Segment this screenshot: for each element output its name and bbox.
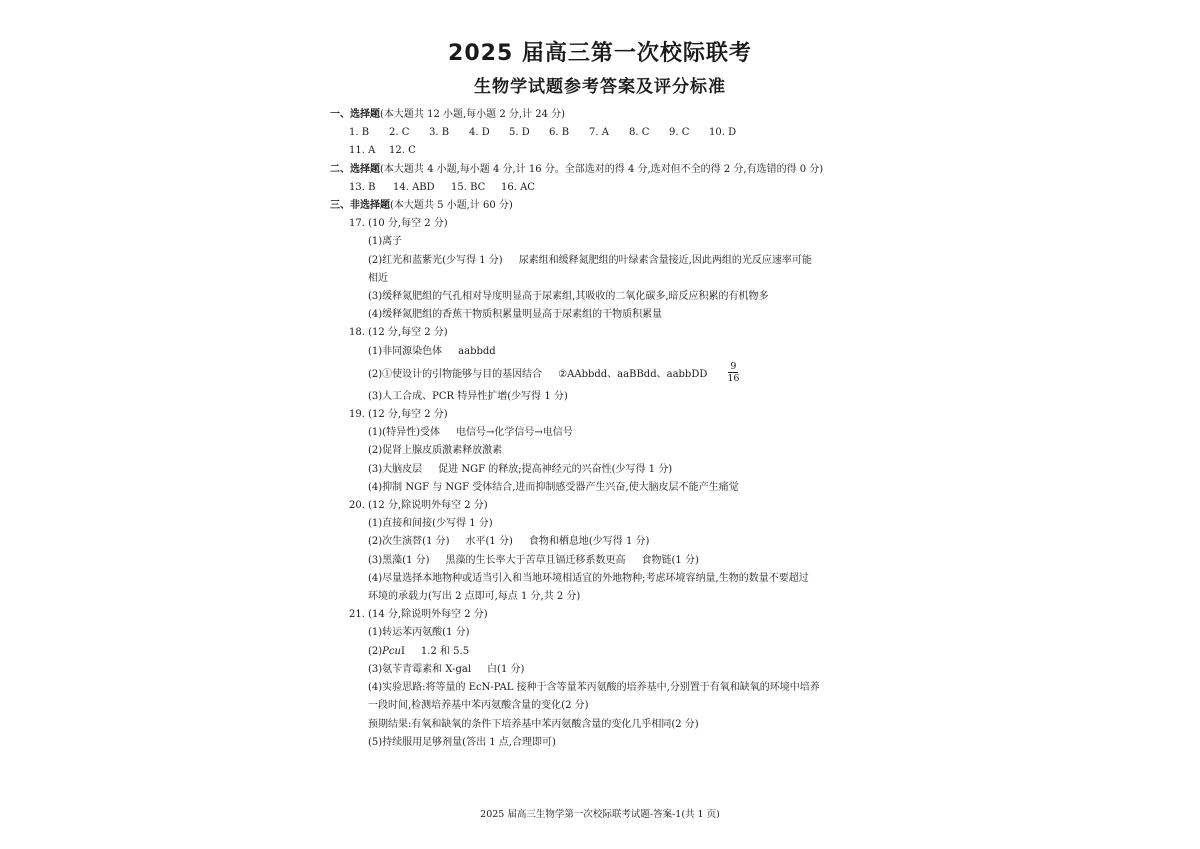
q19-answer-4: (4)抑制 NGF 与 NGF 受体结合,进而抑制感受器产生兴奋,使大脑皮层不能产生痛觉 [368, 481, 739, 493]
q18-answer-1-part-1: (1)非同源染色体 [368, 345, 443, 357]
answer-item: 5. D [509, 127, 530, 139]
answer-item: 7. A [589, 127, 609, 139]
q18-answer-1 [330, 343, 890, 361]
q20-answer-3-part-2: 黑藻的生长率大于苦草且镉迁移系数更高 [445, 554, 626, 566]
q20-answer-3-part-1: (3)黑藻(1 分) [368, 554, 430, 566]
answer-item: 12. C [389, 145, 416, 157]
q20-heading: 20. (12 分,除说明外每空 2 分) [349, 500, 488, 512]
q19-answer-1-part-1: (1)(特异性)受体 [368, 427, 440, 439]
q21-answer-4-continued: 一段时间,检测培养基中苯丙氨酸含量的变化(2 分) [368, 700, 589, 712]
q18-answer-1-part-2: aabbdd [458, 345, 496, 357]
section-1-heading-label: 一、选择题 [330, 109, 380, 120]
q19-answer-3-part-2: 促进 NGF 的释放;提高神经元的兴奋性(少写得 1 分) [438, 463, 673, 475]
answer-item: 15. BC [451, 181, 486, 193]
q21-answer-5: (5)持续服用足够剂量(答出 1 点,合理即可) [368, 736, 556, 748]
section-1-heading-desc: (本大题共 12 小题,每小题 2 分,计 24 分) [380, 109, 566, 120]
q19-heading: 19. (12 分,每空 2 分) [349, 409, 448, 421]
q21-answer-3 [330, 661, 890, 679]
q21-answer-1: (1)转运苯丙氨酸(1 分) [368, 627, 470, 639]
q20-answer-4: (4)尽量选择本地物种或适当引入和当地环境相适宜的外地物种;考虑环境容纳量,生物的数量不要超过 [368, 572, 809, 584]
q21-heading: 21. (14 分,除说明外每空 2 分) [349, 609, 488, 621]
q21-answer-2-prefix: (2) [368, 645, 383, 657]
q19-answer-3-part-1: (3)大脑皮层 [368, 463, 423, 475]
q20-answer-4-continued: 环境的承载力(写出 2 点即可,每点 1 分,共 2 分) [368, 591, 581, 603]
answer-item: 14. ABD [393, 181, 435, 193]
answer-item: 6. B [549, 127, 570, 139]
fraction-numerator: 9 [730, 360, 737, 372]
q18-answer-2-fraction [727, 361, 739, 384]
answer-item: 11. A [349, 145, 376, 157]
q21-answer-2-gene-name: Pcu [382, 645, 401, 657]
section-2-heading-label: 二、选择题 [330, 163, 380, 175]
q20-answer-1: (1)直接和间接(少写得 1 分) [368, 518, 493, 530]
q21-answer-3-part-1: (3)氨苄青霉素和 X-gal [368, 663, 472, 675]
answer-item: 1. B [349, 127, 370, 139]
q18-answer-2 [330, 361, 890, 388]
answer-item: 16. AC [501, 181, 535, 193]
section-2-heading-desc: (本大题共 4 小题,每小题 4 分,计 16 分。全部选对的得 4 分,选对但不全的得 2 分,有选错的得 0 分) [380, 163, 824, 175]
q20-answer-2-part-2: 水平(1 分) [465, 536, 513, 548]
answer-item: 3. B [429, 127, 450, 139]
q17-answer-3: (3)缓释氮肥组的气孔相对导度明显高于尿素组,其吸收的二氧化碳多,暗反应积累的有机物多 [368, 291, 769, 303]
section-3-heading [330, 197, 890, 215]
q21-answer-3-part-2: 白(1 分) [487, 663, 525, 675]
q18-answer-3: (3)人工合成、PCR 特异性扩增(少写得 1 分) [368, 390, 568, 402]
section-1-answers-row-2 [330, 142, 890, 160]
page-footer: 2025 届高三生物学第一次校际联考试题-答案-1(共 1 页) [480, 809, 720, 820]
q17-answer-2-part-1: (2)红光和蓝紫光(少写得 1 分) [368, 254, 503, 266]
q20-answer-3-part-3: 食物链(1 分) [641, 554, 699, 566]
answer-item: 4. D [469, 127, 490, 139]
q20-answer-2-part-1: (2)次生演替(1 分) [368, 536, 450, 548]
section-1-answers-row-1 [330, 124, 890, 142]
section-2-heading [330, 161, 890, 179]
q17-answer-4: (4)缓释氮肥组的香蕉干物质积累量明显高于尿素组的干物质积累量 [368, 309, 663, 321]
q20-answer-3 [330, 552, 890, 570]
q18-answer-2-part-1: (2)①使设计的引物能够与目的基因结合 [368, 368, 543, 380]
fraction-denominator: 16 [727, 372, 740, 384]
page-subtitle: 生物学试题参考答案及评分标准 [474, 77, 726, 97]
q17-answer-2-part-2: 尿素组和缓释氮肥组的叶绿素含量接近,因此两组的光反应速率可能 [518, 254, 812, 266]
section-1-heading [330, 106, 890, 124]
q19-answer-3 [330, 461, 890, 479]
q21-answer-2 [330, 643, 890, 661]
section-2-answers-row-1 [330, 179, 890, 197]
q18-heading: 18. (12 分,每空 2 分) [349, 327, 448, 339]
answer-item: 8. C [629, 127, 650, 139]
q21-answer-2-part-2: 1.2 和 5.5 [420, 645, 470, 657]
page-title: 2025 届高三第一次校际联考 [448, 41, 752, 66]
q17-heading: 17. (10 分,每空 2 分) [349, 218, 448, 230]
answer-body [330, 106, 890, 752]
answer-item: 9. C [669, 127, 690, 139]
q18-answer-2-part-2: ②AAbbdd、aaBBdd、aabbDD [558, 368, 708, 380]
q17-answer-2 [330, 252, 890, 270]
answer-item: 10. D [709, 127, 737, 139]
q21-answer-4: (4)实验思路:将等量的 EcN-PAL 接种于含等量苯丙氨酸的培养基中,分别置于有氧和缺氧的环境中培养 [368, 682, 820, 694]
q19-answer-2: (2)促肾上腺皮质激素释放激素 [368, 445, 503, 457]
q19-answer-1 [330, 424, 890, 442]
q21-answer-2-suffix: Ⅰ [400, 645, 405, 657]
q17-answer-2-continued: 相近 [368, 272, 388, 284]
section-3-heading-desc: (本大题共 5 小题,计 60 分) [390, 200, 513, 212]
q19-answer-1-part-2: 电信号→化学信号→电信号 [455, 427, 573, 439]
answer-item: 13. B [349, 181, 376, 193]
q21-answer-4-result: 预期结果:有氧和缺氧的条件下培养基中苯丙氨酸含量的变化几乎相同(2 分) [368, 718, 699, 730]
q20-answer-2 [330, 533, 890, 551]
q17-answer-1: (1)离子 [368, 236, 403, 248]
q20-answer-2-part-3: 食物和栖息地(少写得 1 分) [528, 536, 650, 548]
section-3-heading-label: 三、非选择题 [330, 200, 390, 212]
answer-item: 2. C [389, 127, 410, 139]
